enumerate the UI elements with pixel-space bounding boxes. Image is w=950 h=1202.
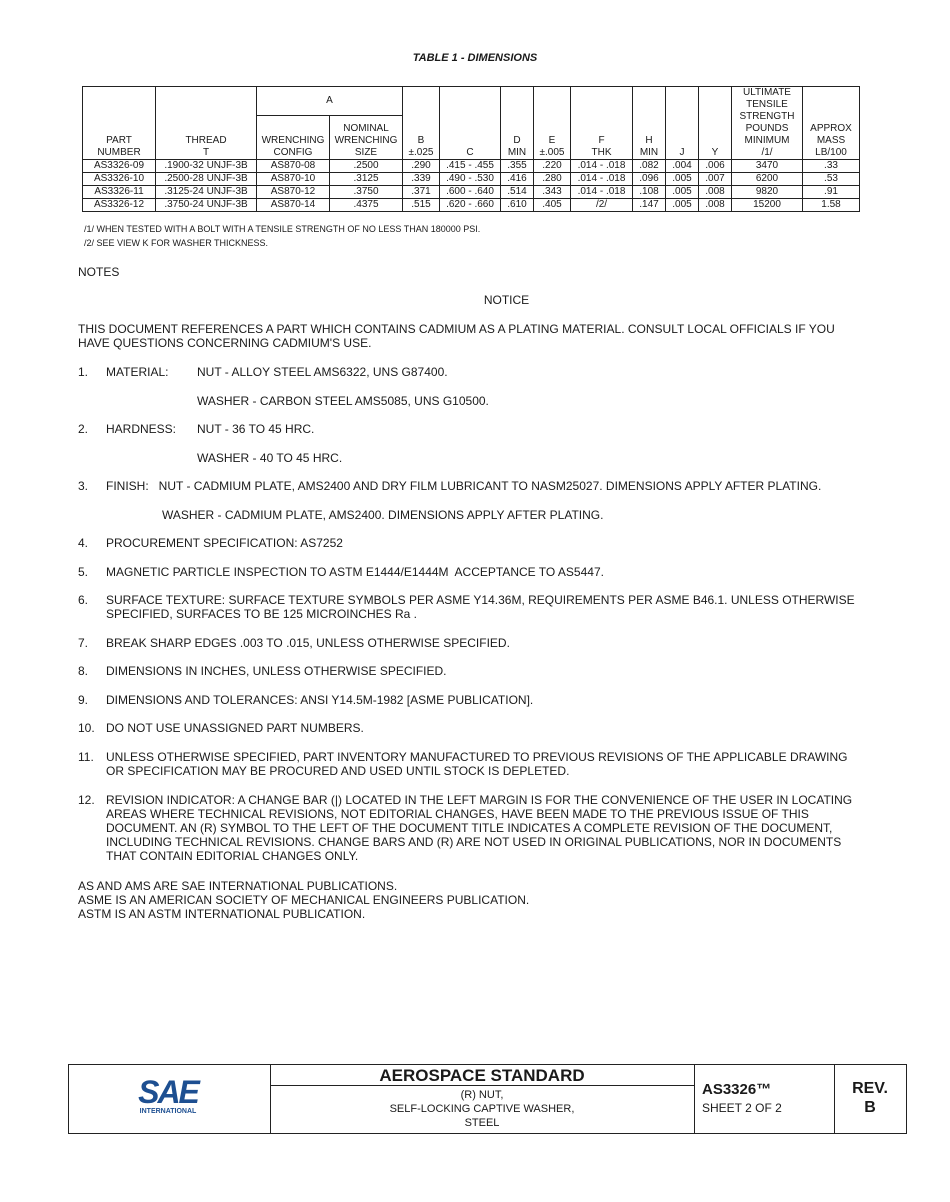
table-cell: .096: [633, 173, 666, 186]
table-row: [83, 186, 860, 199]
table-cell: .008: [699, 186, 732, 199]
title-block: [68, 1064, 907, 1134]
col-c: C: [440, 87, 501, 160]
table-cell: .600 - .640: [440, 186, 501, 199]
col-uts: ULTIMATE TENSILE STRENGTH POUNDS MINIMUM /1/: [732, 87, 803, 160]
table-cell: AS870-08: [257, 160, 330, 173]
table-cell: .3125-24 UNJF-3B: [156, 186, 257, 199]
table-cell: 9820: [732, 186, 803, 199]
table-row: [83, 199, 860, 212]
table-cell: .004: [666, 160, 699, 173]
note-3-washer: WASHER - CADMIUM PLATE, AMS2400. DIMENSIONS APPLY AFTER PLATING.: [162, 508, 604, 522]
table-cell: AS3326-10: [83, 173, 156, 186]
notice-heading: NOTICE: [483, 293, 530, 307]
table-cell: .005: [666, 173, 699, 186]
table-cell: .006: [699, 160, 732, 173]
table-cell: AS3326-11: [83, 186, 156, 199]
table-cell: 15200: [732, 199, 803, 212]
table-cell: .53: [803, 173, 860, 186]
table-cell: .355: [501, 160, 534, 173]
table-cell: .515: [403, 199, 440, 212]
col-j: J: [666, 87, 699, 160]
table-cell: .416: [501, 173, 534, 186]
table-cell: 1.58: [803, 199, 860, 212]
table-cell: .514: [501, 186, 534, 199]
table-cell: .3750-24 UNJF-3B: [156, 199, 257, 212]
table-cell: .371: [403, 186, 440, 199]
table-cell: .014 - .018: [571, 160, 633, 173]
table-cell: .280: [534, 173, 571, 186]
table-cell: .005: [666, 186, 699, 199]
table-cell: AS3326-12: [83, 199, 156, 212]
col-mass: APPROX MASS LB/100: [803, 87, 860, 160]
table-cell: .2500: [330, 160, 403, 173]
table-cell: 3470: [732, 160, 803, 173]
table-cell: .1900-32 UNJF-3B: [156, 160, 257, 173]
table-cell: /2/: [571, 199, 633, 212]
notice-text: THIS DOCUMENT REFERENCES A PART WHICH CONTAINS CADMIUM AS A PLATING MATERIAL. CONSULT LOCAL OFFICIALS IF YOU HAVE QUESTIONS CONCERNING CADMIUM'S USE.: [78, 322, 835, 350]
col-part-number: PART NUMBER: [83, 87, 156, 160]
col-wrenching-config: WRENCHING CONFIG: [257, 116, 330, 160]
table-cell: .610: [501, 199, 534, 212]
table-cell: .343: [534, 186, 571, 199]
sheet-number: SHEET 2 OF 2: [702, 1101, 782, 1115]
table-cell: .005: [666, 199, 699, 212]
dimensions-table: [82, 86, 860, 212]
table-title: TABLE 1 - DIMENSIONS: [412, 52, 538, 64]
standard-label: AEROSPACE STANDARD: [270, 1065, 694, 1086]
table-cell: 6200: [732, 173, 803, 186]
col-h: H MIN: [633, 87, 666, 160]
table-cell: .014 - .018: [571, 186, 633, 199]
revision: REV. B: [852, 1080, 888, 1116]
table-row: [83, 160, 860, 173]
table-cell: .147: [633, 199, 666, 212]
table-cell: .007: [699, 173, 732, 186]
col-y: Y: [699, 87, 732, 160]
col-f: F THK: [571, 87, 633, 160]
table-cell: AS870-10: [257, 173, 330, 186]
publications: AS AND AMS ARE SAE INTERNATIONAL PUBLICATIONS. ASME IS AN AMERICAN SOCIETY OF MECHANICAL ENGINEERS PUBLICATION. ASTM IS AN ASTM INTERNATIONAL PUBLICATION.: [78, 879, 530, 921]
table-cell: .415 - .455: [440, 160, 501, 173]
table-cell: AS3326-09: [83, 160, 156, 173]
doc-title: (R) NUT, SELF-LOCKING CAPTIVE WASHER, STEEL: [389, 1089, 575, 1129]
table-cell: .339: [403, 173, 440, 186]
table-cell: .008: [699, 199, 732, 212]
col-b: B ±.025: [403, 87, 440, 160]
table-cell: .91: [803, 186, 860, 199]
footnote-2: /2/ SEE VIEW K FOR WASHER THICKNESS.: [84, 238, 269, 248]
doc-number: AS3326™: [702, 1081, 772, 1098]
table-cell: .620 - .660: [440, 199, 501, 212]
table-cell: .3750: [330, 186, 403, 199]
col-e: E ±.005: [534, 87, 571, 160]
table-cell: .082: [633, 160, 666, 173]
table-cell: .405: [534, 199, 571, 212]
table-cell: AS870-14: [257, 199, 330, 212]
col-nominal-wrenching-size: NOMINAL WRENCHING SIZE: [330, 116, 403, 160]
table-body: [83, 160, 860, 212]
table-cell: .490 - .530: [440, 173, 501, 186]
sae-logo: SAE INTERNATIONAL: [138, 1074, 198, 1115]
notes-heading: NOTES: [78, 265, 120, 279]
table-cell: .3125: [330, 173, 403, 186]
footnote-1: /1/ WHEN TESTED WITH A BOLT WITH A TENSILE STRENGTH OF NO LESS THAN 180000 PSI.: [84, 224, 481, 234]
table-cell: .220: [534, 160, 571, 173]
col-group-a: A: [257, 87, 403, 116]
table-cell: .290: [403, 160, 440, 173]
table-cell: .4375: [330, 199, 403, 212]
table-cell: AS870-12: [257, 186, 330, 199]
col-thread: THREAD T: [156, 87, 257, 160]
note-1-washer: WASHER - CARBON STEEL AMS5085, UNS G10500.: [197, 394, 489, 408]
col-d: D MIN: [501, 87, 534, 160]
table-cell: .2500-28 UNJF-3B: [156, 173, 257, 186]
table-cell: .014 - .018: [571, 173, 633, 186]
table-cell: .108: [633, 186, 666, 199]
note-2-washer: WASHER - 40 TO 45 HRC.: [197, 451, 343, 465]
table-row: [83, 173, 860, 186]
table-cell: .33: [803, 160, 860, 173]
